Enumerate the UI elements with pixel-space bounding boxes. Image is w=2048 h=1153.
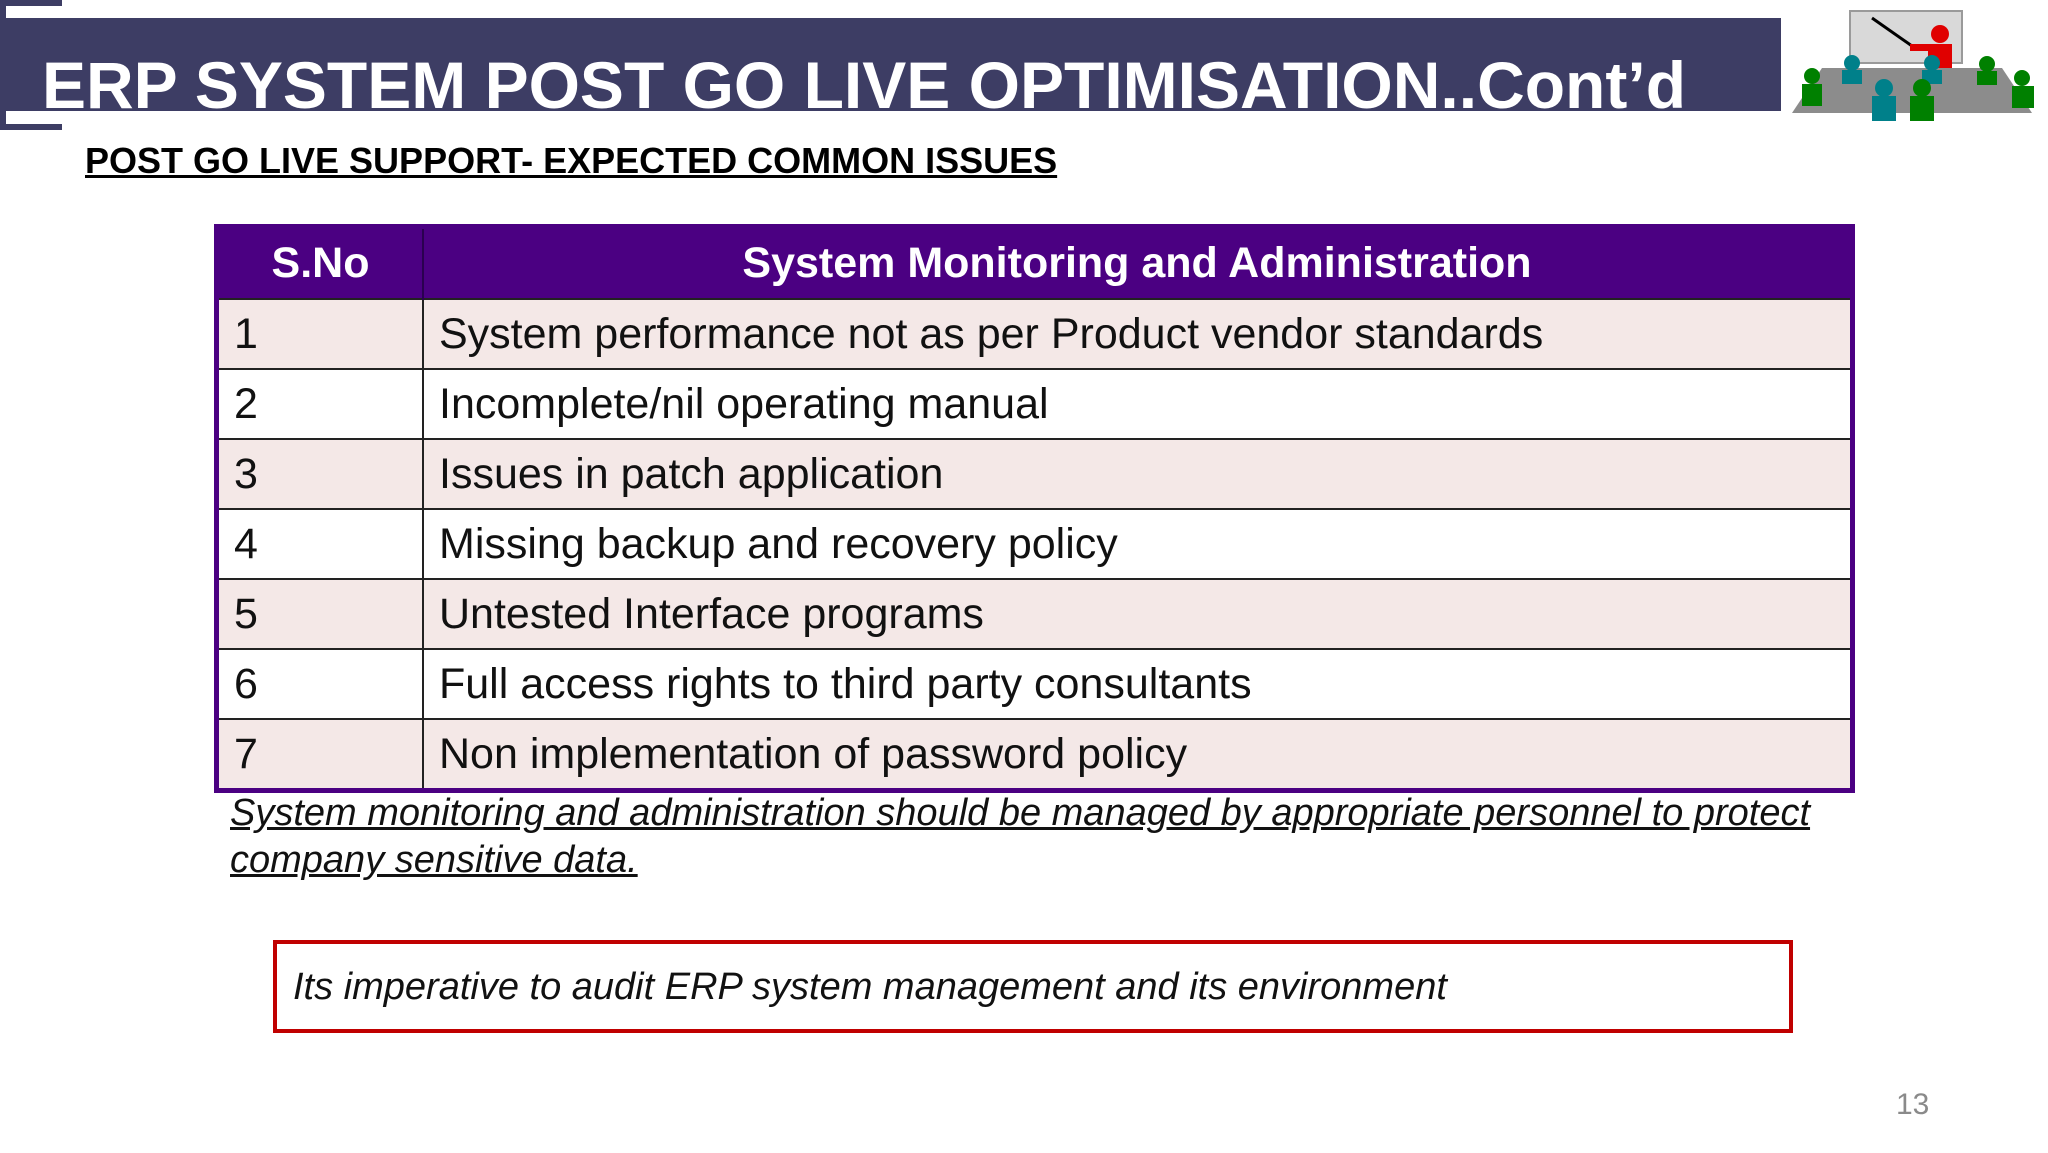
row-issue: Untested Interface programs (423, 579, 1853, 649)
row-issue: System performance not as per Product vendor standards (423, 299, 1853, 369)
row-issue: Issues in patch application (423, 439, 1853, 509)
table-row (217, 579, 1853, 649)
callout-box (273, 940, 1793, 1033)
table-row (217, 299, 1853, 369)
row-issue: Full access rights to third party consultants (423, 649, 1853, 719)
column-header-issue: System Monitoring and Administration (423, 227, 1853, 300)
page-number: 13 (1896, 1088, 1930, 1121)
row-number: 4 (217, 509, 424, 579)
table-header-row (217, 227, 1853, 300)
row-issue: Non implementation of password policy (423, 719, 1853, 791)
summary-note: System monitoring and administration should be managed by appropriate personnel to protect company sensitive data. (230, 792, 1811, 881)
row-issue: Incomplete/nil operating manual (423, 369, 1853, 439)
row-number: 6 (217, 649, 424, 719)
row-issue: Missing backup and recovery policy (423, 509, 1853, 579)
table-row (217, 649, 1853, 719)
slide-title: ERP SYSTEM POST GO LIVE OPTIMISATION..Cont’d (42, 48, 1687, 122)
row-number: 3 (217, 439, 424, 509)
table-row (217, 509, 1853, 579)
row-number: 2 (217, 369, 424, 439)
row-number: 7 (217, 719, 424, 791)
row-number: 1 (217, 299, 424, 369)
callout-text: Its imperative to audit ERP system management and its environment (293, 966, 1447, 1008)
section-subtitle: POST GO LIVE SUPPORT- EXPECTED COMMON ISSUES (85, 140, 1058, 181)
column-header-sno: S.No (217, 227, 424, 300)
table-row (217, 439, 1853, 509)
table-row (217, 719, 1853, 791)
issues-table (214, 224, 1855, 793)
presentation-meeting-icon (1782, 8, 2044, 123)
row-number: 5 (217, 579, 424, 649)
table-row (217, 369, 1853, 439)
title-bar (0, 18, 1781, 122)
